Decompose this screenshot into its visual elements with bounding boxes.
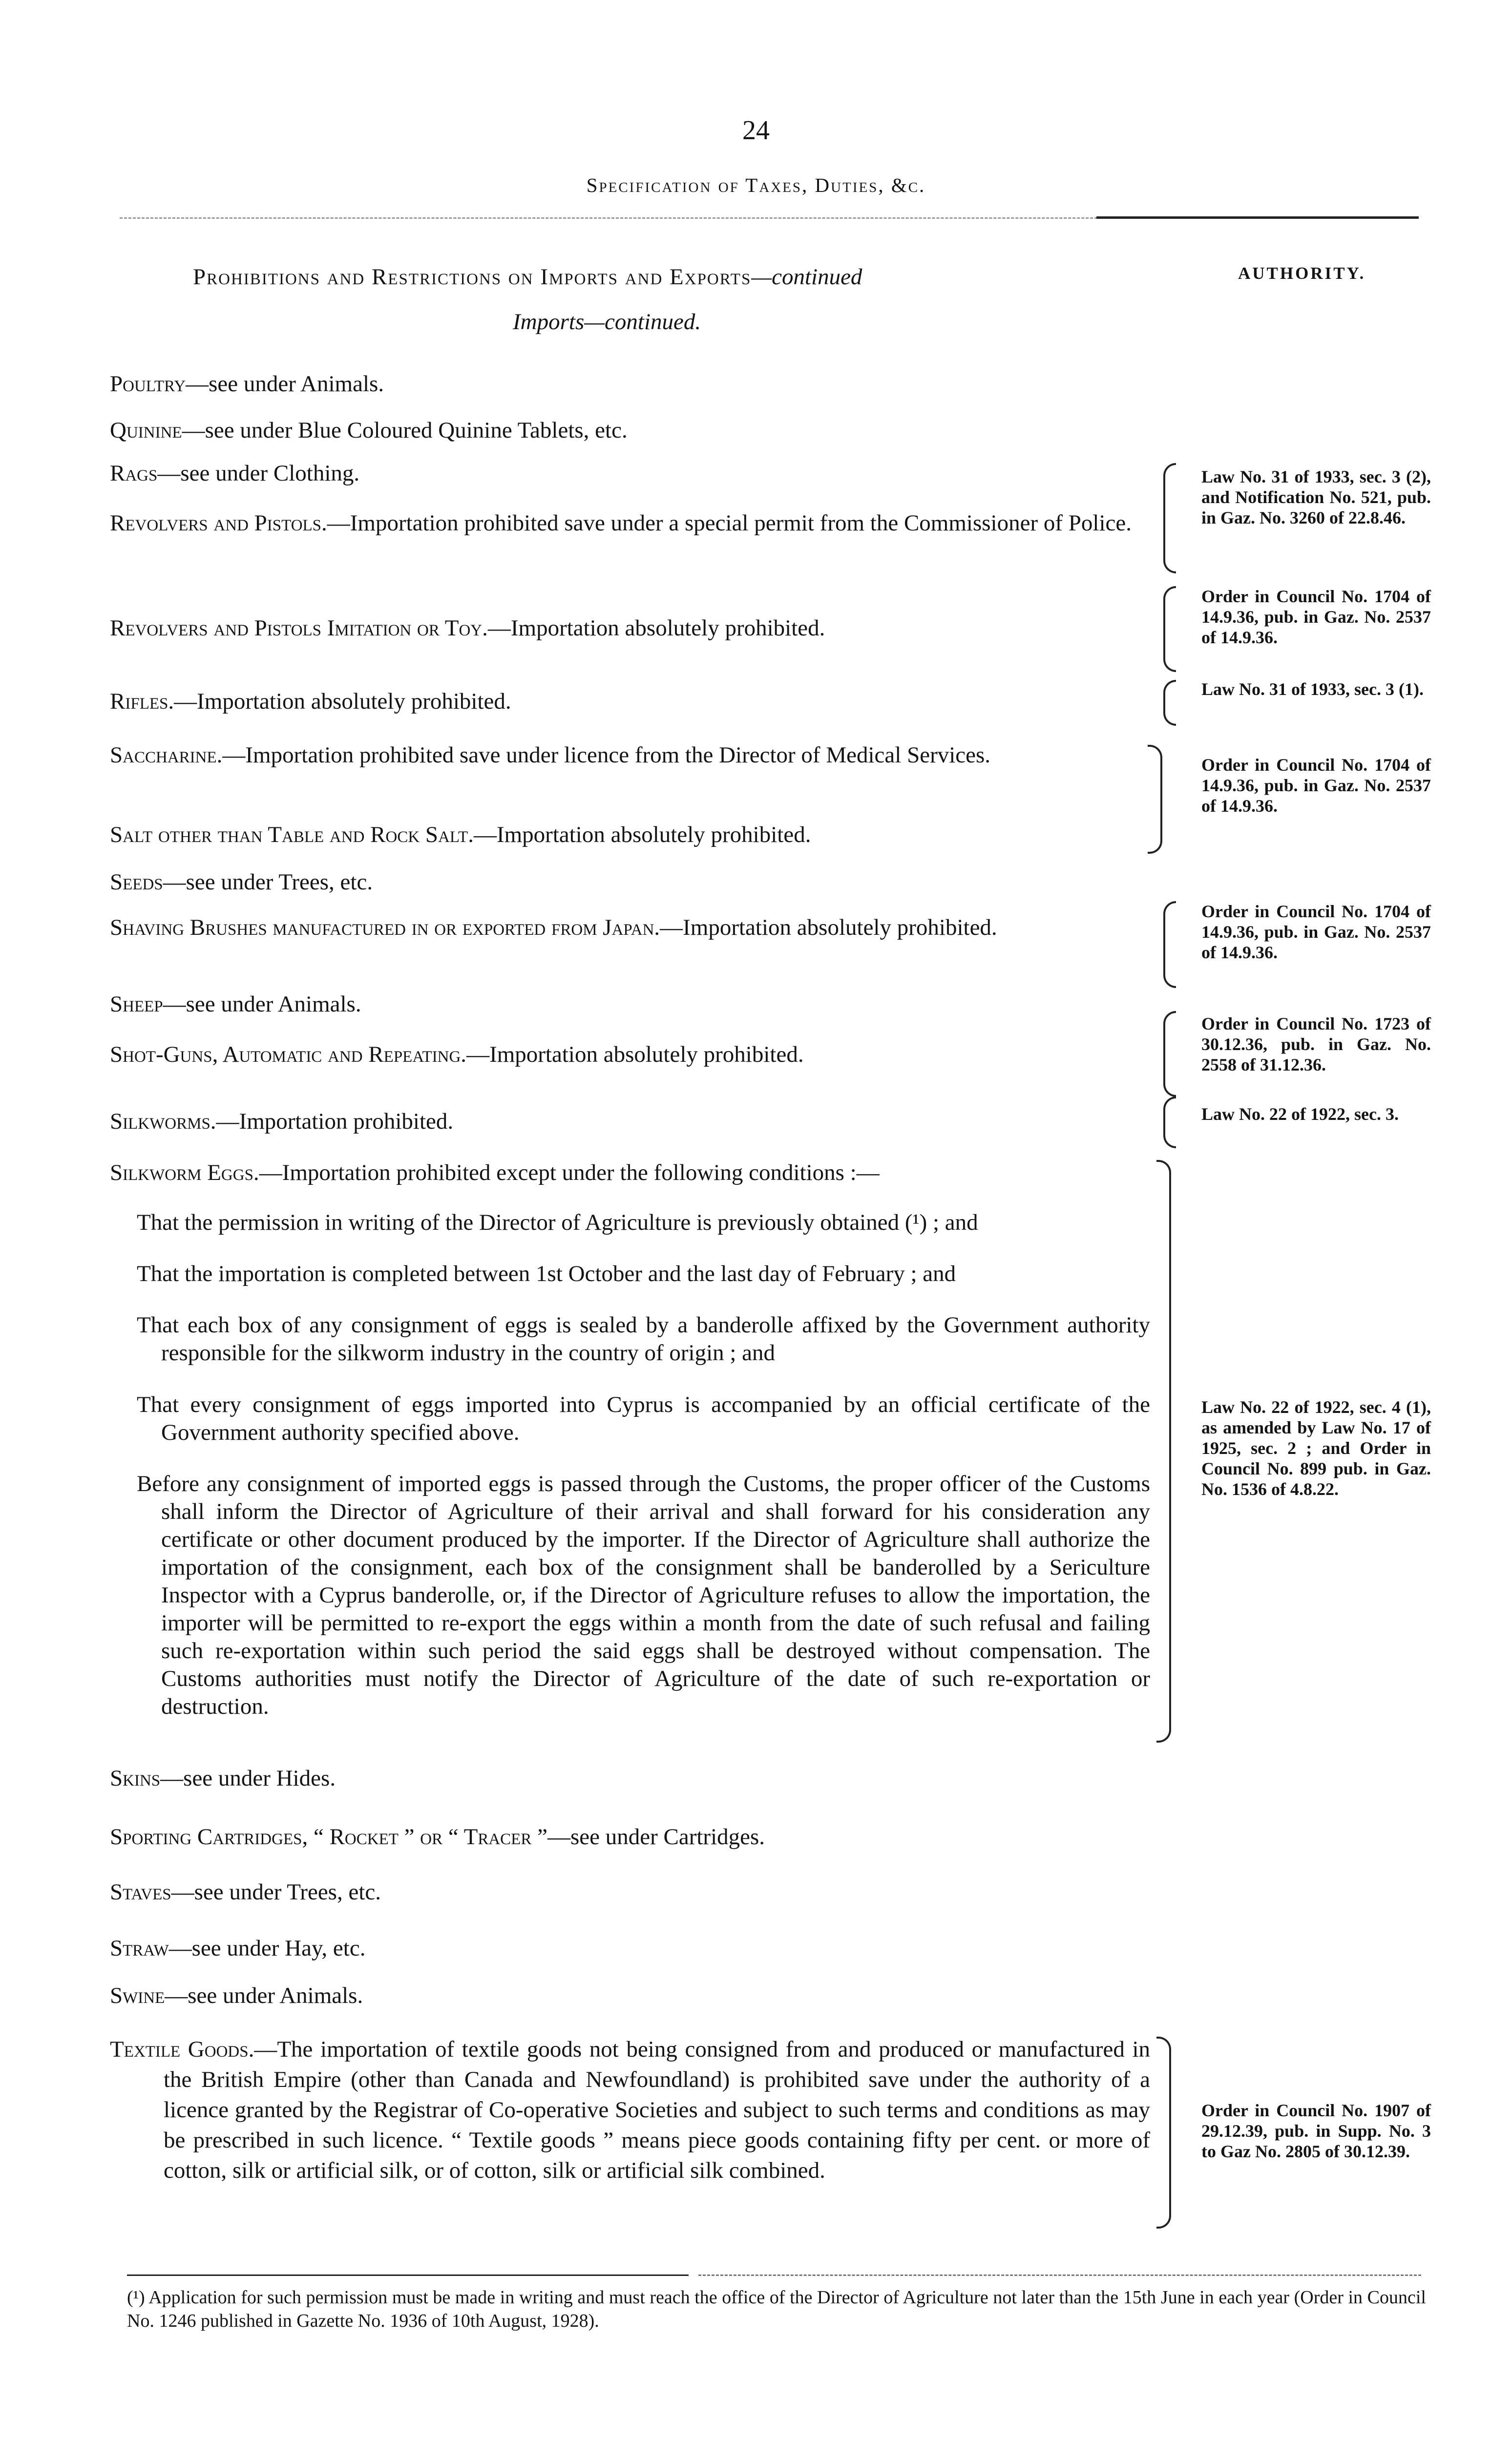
condition-text: That the importation is completed between 1st October and the last day of February ; and	[137, 1261, 956, 1286]
section-heading-main: Prohibitions and Restrictions on Imports and Exports	[193, 264, 752, 290]
entry-rags	[110, 458, 1150, 488]
footnote-rule	[127, 2274, 689, 2276]
entry-head: Seeds	[110, 869, 163, 895]
authority-brace	[1163, 1096, 1176, 1148]
entry-text: —Importation absolutely prohibited.	[660, 915, 997, 940]
entry-skins	[110, 1763, 1150, 1793]
entry-head: Sheep	[110, 991, 163, 1017]
entry-head: Skins	[110, 1766, 161, 1791]
section-heading	[193, 264, 862, 290]
entry-head: Staves	[110, 1879, 171, 1905]
entry-silkworms	[110, 1106, 1150, 1137]
condition-text: That each box of any consignment of eggs is sealed by a banderolle affixed by the Government authority responsible for the silkworm industry in the country of origin ; and	[137, 1312, 1150, 1366]
entry-text: —The importation of textile goods not being consigned from and produced or manufactured in the British Empire (other than Canada and Newfoundland) is prohibited save under the authority of a licence granted by the Registrar of Co-operative Societies and subject to such terms and conditions as may be prescribed in such licence. “ Textile goods ” means piece goods containing fifty per cent. or more of cotton, silk or artificial silk, or of cotton, silk or artificial silk combined.	[164, 2037, 1151, 2183]
silkworm-condition	[137, 1209, 1150, 1237]
authority-bracket	[1156, 1160, 1171, 1743]
entry-text: —see under Clothing.	[157, 461, 360, 486]
entry-head: Shot-Guns, Automatic and Repeating.	[110, 1042, 467, 1067]
header-rule-left	[120, 217, 1194, 219]
entry-head: Rags	[110, 461, 158, 486]
authority-brace	[1163, 463, 1176, 573]
entry-salt	[110, 820, 1150, 850]
entry-head: Shaving Brushes manufactured in or exported from Japan.	[110, 915, 660, 940]
entry-text: —see under Trees, etc.	[163, 869, 373, 895]
silkworm-condition	[137, 1391, 1150, 1447]
entry-shot-guns	[110, 1039, 1150, 1070]
footnote-rule-dashed	[698, 2274, 1421, 2276]
condition-text: That the permission in writing of the Director of Agriculture is previously obtained (¹) ; and	[137, 1210, 978, 1235]
authority-citation: Law No. 22 of 1922, sec. 4 (1), as amended by Law No. 17 of 1925, sec. 2 ; and Order in Council No. 899 pub. in Gaz. No. 1536 of 4.8.22.	[1201, 1397, 1431, 1499]
section-subheading: Imports—continued.	[513, 309, 701, 335]
authority-citation: Order in Council No. 1723 of 30.12.36, pub. in Gaz. No. 2558 of 31.12.36.	[1201, 1014, 1431, 1074]
entry-text: —see under Animals.	[186, 371, 384, 397]
authority-brace	[1163, 1011, 1176, 1097]
entry-revolvers-pistols	[110, 508, 1150, 538]
entry-head: Straw	[110, 1936, 169, 1961]
authority-brace	[1163, 901, 1176, 988]
entry-head: Swine	[110, 1983, 165, 2008]
entry-text: —Importation prohibited except under the following conditions :—	[259, 1160, 880, 1185]
entry-silkworm-eggs	[110, 1158, 1150, 1188]
header-rule-right	[1096, 216, 1419, 219]
authority-citation: Law No. 31 of 1933, sec. 3 (2), and Notification No. 521, pub. in Gaz. No. 3260 of 22.8.46.	[1201, 467, 1431, 527]
silkworm-condition	[137, 1260, 1150, 1288]
entry-shaving-brushes	[110, 912, 1150, 943]
authority-bracket	[1148, 745, 1162, 854]
authority-citation: Order in Council No. 1704 of 14.9.36, pub. in Gaz. No. 2537 of 14.9.36.	[1201, 587, 1431, 647]
entry-poultry	[110, 369, 1150, 399]
entry-text: —see under Hides.	[160, 1766, 336, 1791]
silkworm-condition	[137, 1311, 1150, 1367]
entry-swine	[110, 1980, 1150, 2011]
authority-citation: Order in Council No. 1907 of 29.12.39, pub. in Supp. No. 3 to Gaz No. 2805 of 30.12.39.	[1201, 2101, 1431, 2161]
entry-head: Poultry	[110, 371, 186, 397]
entry-straw	[110, 1933, 1150, 1963]
entry-text: —Importation prohibited save under licence from the Director of Medical Services.	[222, 742, 991, 768]
entry-text: —Importation prohibited.	[216, 1109, 454, 1134]
authority-brace	[1163, 586, 1176, 672]
entry-sporting-cartridges	[110, 1822, 1150, 1852]
entry-textile-goods	[110, 2034, 1150, 2186]
running-head: Specification of Taxes, Duties, &c.	[586, 174, 926, 196]
authority-column-label: AUTHORITY.	[1238, 264, 1366, 283]
entry-seeds	[110, 867, 1150, 897]
entry-head: Textile Goods.	[110, 2037, 254, 2062]
entry-text: —see under Cartridges.	[547, 1824, 765, 1850]
entry-text: —Importation absolutely prohibited.	[174, 689, 511, 714]
entry-head: Rifles.	[110, 689, 174, 714]
entry-saccharine	[110, 740, 1150, 770]
entry-text: —Importation prohibited save under a special permit from the Commissioner of Police.	[327, 510, 1132, 536]
entry-head: Revolvers and Pistols Imitation or Toy.	[110, 615, 488, 641]
authority-brace	[1163, 680, 1176, 726]
silkworm-customs-procedure	[137, 1470, 1150, 1721]
authority-citation: Law No. 22 of 1922, sec. 3.	[1201, 1104, 1399, 1124]
entry-revolvers-imitation	[110, 613, 1150, 643]
footnote: (¹) Application for such permission must be made in writing and must reach the office of the Director of Agriculture not later than the 15th June in each year (Order in Council No. 1246 published in Gazette No. 1936 of 10th August, 1928).	[127, 2287, 1426, 2331]
condition-text: Before any consignment of imported eggs is passed through the Customs, the proper officer of the Customs shall inform the Director of Agriculture of their arrival and shall forward for his consideration any certificate or other document produced by the importer. If the Director of Agriculture shall authorize the importation of the consignment, each box of the consignment shall be banderolled by a Sericulture Inspector with a Cyprus banderolle, or, if the Director of Agriculture refuses to allow the importation, the importer will be permitted to re-export the eggs within a month from the date of such refusal and failing such re-exportation within such period the said eggs shall be destroyed without compensation. The Customs authorities must notify the Director of Agriculture of the date of such re-exportation or destruction.	[137, 1471, 1150, 1719]
entry-text: —Importation absolutely prohibited.	[466, 1042, 804, 1067]
entry-text: —Importation absolutely prohibited.	[473, 822, 811, 847]
entry-staves	[110, 1877, 1150, 1907]
condition-text: That every consignment of eggs imported into Cyprus is accompanied by an official certificate of the Government authority specified above.	[137, 1392, 1150, 1445]
entry-sheep	[110, 989, 1150, 1019]
authority-citation: Order in Council No. 1704 of 14.9.36, pub. in Gaz. No. 2537 of 14.9.36.	[1201, 902, 1431, 962]
entry-head: Silkworms.	[110, 1109, 216, 1134]
entry-text: —see under Animals.	[165, 1983, 363, 2008]
entry-head: Sporting Cartridges, “ Rocket ” or “ Tracer ”	[110, 1824, 547, 1850]
entry-head: Saccharine.	[110, 742, 223, 768]
authority-citation: Order in Council No. 1704 of 14.9.36, pub. in Gaz. No. 2537 of 14.9.36.	[1201, 755, 1431, 816]
entry-text: —see under Animals.	[163, 991, 361, 1017]
entry-text: —see under Trees, etc.	[171, 1879, 381, 1905]
entry-quinine	[110, 415, 1150, 445]
entry-head: Salt other than Table and Rock Salt.	[110, 822, 474, 847]
entry-text: —see under Blue Coloured Quinine Tablets, etc.	[182, 418, 628, 443]
entry-head: Quinine	[110, 418, 182, 443]
page-number: 24	[742, 115, 770, 146]
entry-head: Revolvers and Pistols.	[110, 510, 327, 536]
authority-citation: Law No. 31 of 1933, sec. 3 (1).	[1201, 679, 1424, 699]
entry-rifles	[110, 686, 1150, 716]
entry-head: Silkworm Eggs.	[110, 1160, 259, 1185]
authority-bracket	[1156, 2037, 1171, 2229]
entry-text: —see under Hay, etc.	[168, 1936, 366, 1961]
section-heading-continued: —continued	[751, 264, 862, 290]
entry-text: —Importation absolutely prohibited.	[487, 615, 825, 641]
